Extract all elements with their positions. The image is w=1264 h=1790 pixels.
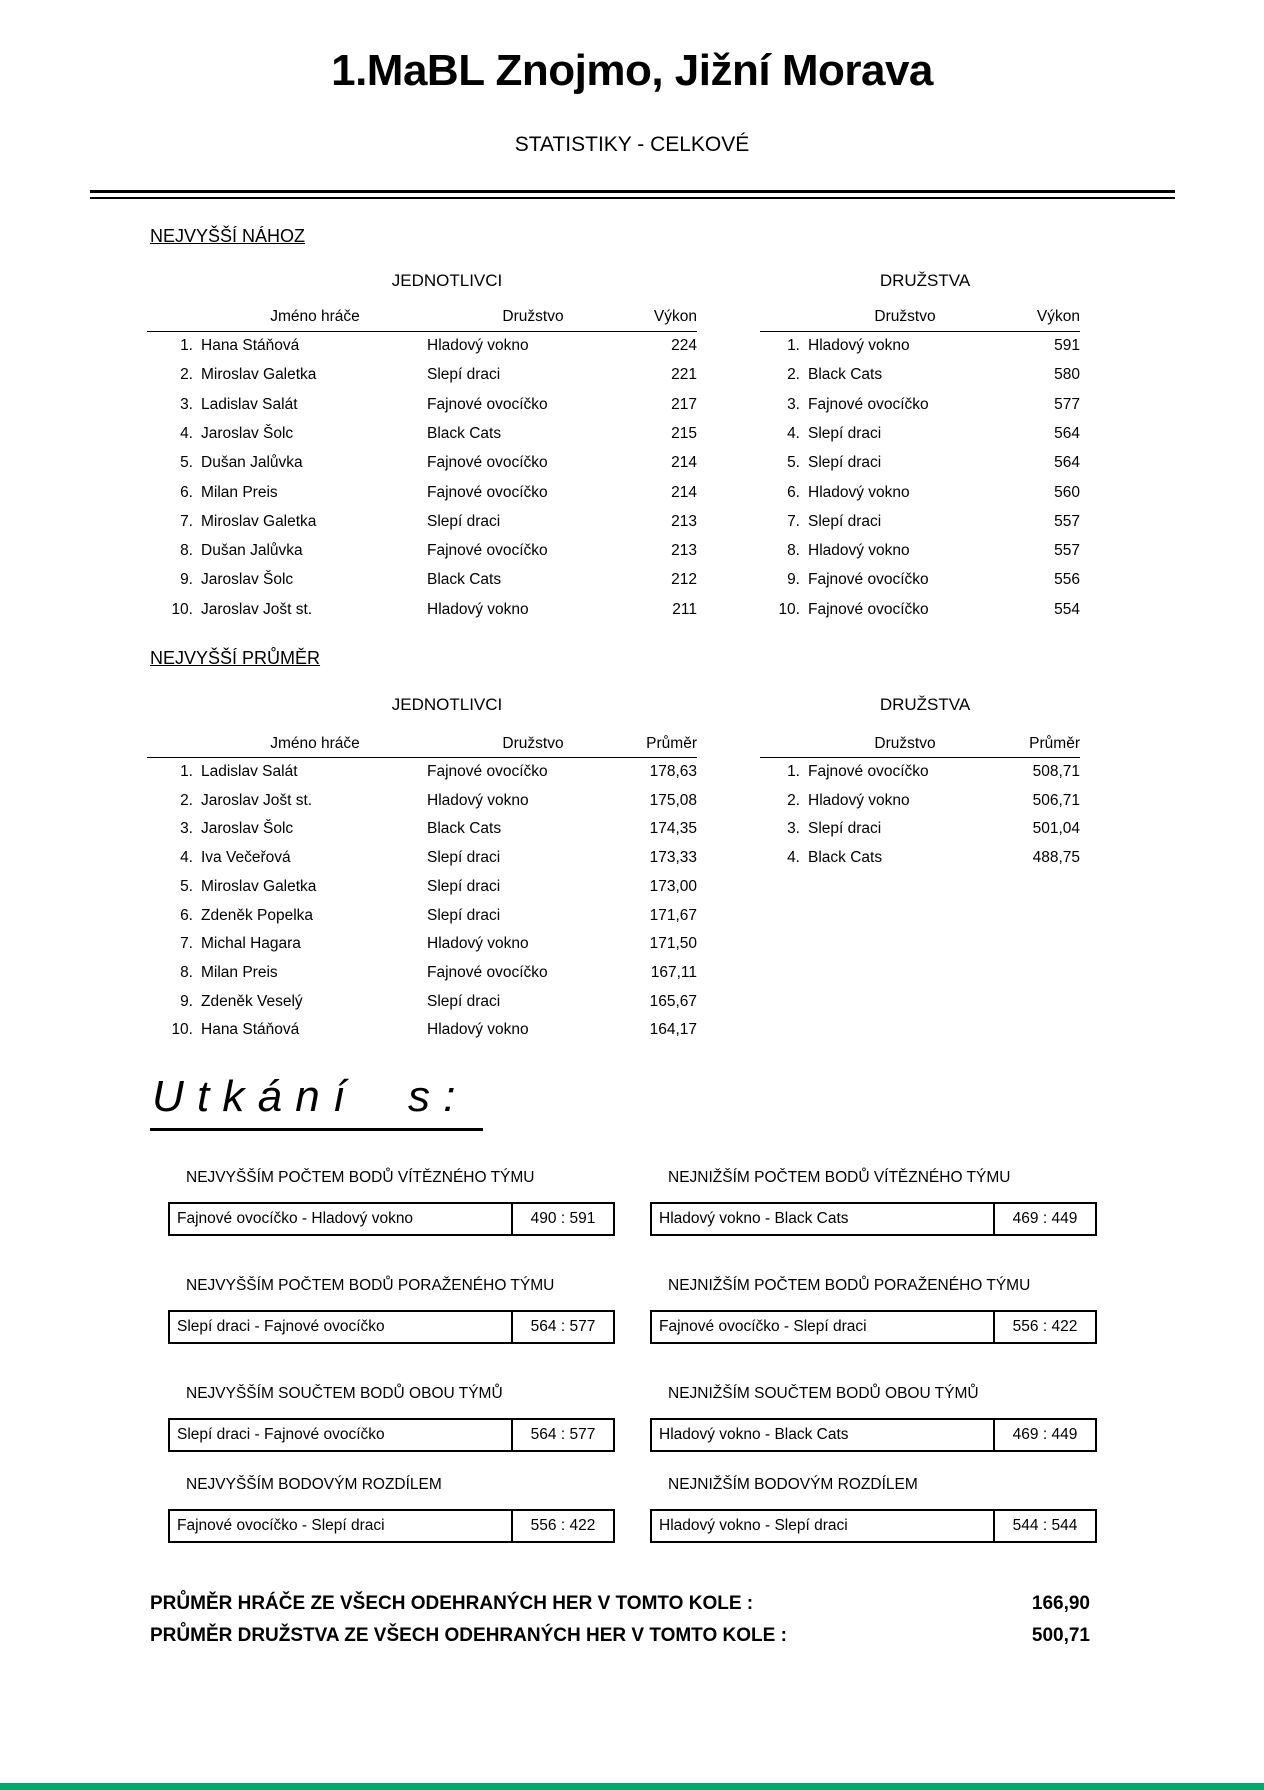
row-player-name: Miroslav Galetka [201, 513, 317, 530]
match-teams: Fajnové ovocíčko - Slepí draci [177, 1517, 385, 1534]
match-stat-box [168, 1202, 615, 1236]
match-stat-label: NEJNIŽŠÍM POČTEM BODŮ PORAŽENÉHO TÝMU [668, 1277, 1031, 1294]
table-row [760, 820, 1080, 842]
row-value: 164,17 [649, 1021, 697, 1038]
table-row [760, 513, 1080, 535]
row-value: 214 [671, 484, 697, 501]
match-stat-label: NEJVYŠŠÍM BODOVÝM ROZDÍLEM [186, 1476, 442, 1493]
table-row [147, 601, 697, 623]
row-rank: 2. [180, 366, 193, 383]
row-team-name: Fajnové ovocíčko [808, 601, 929, 618]
match-score: 469 : 449 [993, 1420, 1095, 1450]
column-header-team: Družstvo [874, 308, 936, 325]
summary-value: 166,90 [1031, 1593, 1090, 1614]
column-header-value: Průměr [1029, 735, 1080, 752]
table-row [147, 878, 697, 900]
row-player-name: Milan Preis [201, 964, 278, 981]
row-rank: 7. [787, 513, 800, 530]
row-player-name: Zdeněk Popelka [201, 907, 314, 924]
row-player-name: Jaroslav Šolc [201, 820, 294, 837]
row-team-name: Black Cats [427, 425, 502, 442]
summary-row [0, 1593, 1264, 1617]
section-heading-highest-average: NEJVYŠŠÍ PRŮMĚR [150, 648, 321, 668]
row-value: 214 [671, 454, 697, 471]
match-score: 564 : 577 [511, 1420, 613, 1450]
row-team-name: Fajnové ovocíčko [427, 454, 548, 471]
row-rank: 3. [787, 820, 800, 837]
row-team-name: Black Cats [808, 849, 883, 866]
row-player-name: Jaroslav Jošt st. [201, 601, 313, 618]
row-player-name: Jaroslav Šolc [201, 571, 294, 588]
table-title-individuals: JEDNOTLIVCI [391, 271, 503, 290]
row-team-name: Black Cats [427, 820, 502, 837]
table-row [760, 396, 1080, 418]
row-rank: 2. [787, 792, 800, 809]
row-team-name: Slepí draci [427, 993, 501, 1010]
table-row [760, 792, 1080, 814]
match-stat-label: NEJVYŠŠÍM POČTEM BODŮ PORAŽENÉHO TÝMU [186, 1277, 555, 1294]
table-row [760, 337, 1080, 359]
row-player-name: Hana Stáňová [201, 1021, 300, 1038]
row-value: 488,75 [1032, 849, 1080, 866]
row-value: 501,04 [1032, 820, 1080, 837]
row-rank: 10. [778, 601, 800, 618]
table-row [147, 1021, 697, 1043]
section-heading-highest-throw: NEJVYŠŠÍ NÁHOZ [150, 226, 306, 246]
table-row [147, 935, 697, 957]
row-team-name: Fajnové ovocíčko [427, 964, 548, 981]
row-value: 564 [1054, 425, 1080, 442]
row-rank: 7. [180, 513, 193, 530]
table-row [147, 849, 697, 871]
row-value: 224 [671, 337, 697, 354]
row-rank: 8. [180, 542, 193, 559]
row-value: 221 [671, 366, 697, 383]
row-team-name: Hladový vokno [808, 337, 910, 354]
row-rank: 3. [180, 820, 193, 837]
row-rank: 6. [180, 484, 193, 501]
row-value: 213 [671, 542, 697, 559]
summary-label: PRŮMĚR DRUŽSTVA ZE VŠECH ODEHRANÝCH HER V TOMTO KOLE : [150, 1625, 787, 1646]
row-value: 580 [1054, 366, 1080, 383]
table-row [760, 454, 1080, 476]
match-score: 490 : 591 [511, 1204, 613, 1234]
row-team-name: Slepí draci [808, 425, 882, 442]
row-team-name: Fajnové ovocíčko [808, 396, 929, 413]
table-row [147, 484, 697, 506]
match-stat-box [650, 1418, 1097, 1452]
row-team-name: Hladový vokno [427, 935, 529, 952]
table-row [760, 571, 1080, 593]
row-team-name: Slepí draci [808, 513, 882, 530]
row-rank: 10. [171, 1021, 193, 1038]
column-header-value: Výkon [1036, 308, 1080, 325]
row-player-name: Miroslav Galetka [201, 878, 317, 895]
table-row [147, 763, 697, 785]
row-value: 167,11 [650, 964, 697, 981]
table-row [147, 792, 697, 814]
row-player-name: Jaroslav Jošt st. [201, 792, 313, 809]
column-header-team: Družstvo [502, 308, 564, 325]
row-rank: 9. [180, 571, 193, 588]
row-rank: 6. [787, 484, 800, 501]
row-rank: 4. [787, 849, 800, 866]
match-stat-box [168, 1310, 615, 1344]
match-teams: Slepí draci - Fajnové ovocíčko [177, 1426, 385, 1443]
table-row [147, 571, 697, 593]
row-value: 557 [1054, 513, 1080, 530]
row-team-name: Slepí draci [808, 454, 882, 471]
row-rank: 2. [180, 792, 193, 809]
column-header-value: Průměr [646, 735, 697, 752]
row-rank: 3. [180, 396, 193, 413]
match-teams: Hladový vokno - Slepí draci [659, 1517, 848, 1534]
row-rank: 8. [787, 542, 800, 559]
row-value: 173,33 [649, 849, 697, 866]
match-stat-label: NEJNIŽŠÍM SOUČTEM BODŮ OBOU TÝMŮ [668, 1385, 979, 1402]
row-rank: 1. [180, 337, 193, 354]
row-value: 560 [1054, 484, 1080, 501]
row-player-name: Jaroslav Šolc [201, 425, 294, 442]
table-row [147, 396, 697, 418]
table-header-row [147, 308, 697, 330]
row-team-name: Fajnové ovocíčko [427, 484, 548, 501]
match-teams: Hladový vokno - Black Cats [659, 1426, 849, 1443]
table-row [147, 454, 697, 476]
row-player-name: Dušan Jalůvka [201, 542, 303, 559]
table-row [147, 542, 697, 564]
row-rank: 4. [180, 425, 193, 442]
row-rank: 2. [787, 366, 800, 383]
table-row [760, 366, 1080, 388]
summary-row [0, 1625, 1264, 1649]
row-value: 556 [1054, 571, 1080, 588]
table-row [147, 366, 697, 388]
match-score: 564 : 577 [511, 1312, 613, 1342]
row-value: 215 [671, 425, 697, 442]
table-row [147, 337, 697, 359]
row-team-name: Hladový vokno [808, 542, 910, 559]
match-stat-box [650, 1310, 1097, 1344]
row-value: 508,71 [1032, 763, 1080, 780]
match-score: 469 : 449 [993, 1204, 1095, 1234]
summary-label: PRŮMĚR HRÁČE ZE VŠECH ODEHRANÝCH HER V TOMTO KOLE : [150, 1593, 754, 1614]
table-row [760, 542, 1080, 564]
summary-value: 500,71 [1031, 1625, 1090, 1646]
table-header-underline [147, 757, 697, 758]
row-value: 212 [671, 571, 697, 588]
row-value: 577 [1054, 396, 1080, 413]
page-title: 1.MaBL Znojmo, Jižní Morava [331, 46, 933, 95]
column-header-player-name: Jméno hráče [270, 735, 360, 752]
row-player-name: Ladislav Salát [201, 396, 298, 413]
match-stat-box [168, 1418, 615, 1452]
row-team-name: Slepí draci [427, 366, 501, 383]
table-header-underline [760, 331, 1080, 332]
row-value: 217 [671, 396, 697, 413]
table-header-row [760, 308, 1080, 330]
row-team-name: Slepí draci [808, 820, 882, 837]
row-value: 171,50 [649, 935, 697, 952]
row-rank: 9. [180, 993, 193, 1010]
row-team-name: Fajnové ovocíčko [808, 571, 929, 588]
table-row [147, 820, 697, 842]
row-rank: 5. [180, 878, 193, 895]
row-rank: 8. [180, 964, 193, 981]
row-value: 171,67 [649, 907, 697, 924]
row-team-name: Slepí draci [427, 907, 501, 924]
table-row [760, 425, 1080, 447]
row-value: 211 [672, 601, 697, 618]
row-rank: 5. [180, 454, 193, 471]
column-header-team: Družstvo [502, 735, 564, 752]
table-row [147, 425, 697, 447]
match-teams: Fajnové ovocíčko - Hladový vokno [177, 1210, 414, 1227]
row-value: 175,08 [649, 792, 697, 809]
match-stat-label: NEJNIŽŠÍM BODOVÝM ROZDÍLEM [668, 1476, 918, 1493]
match-score: 544 : 544 [993, 1511, 1095, 1541]
row-team-name: Slepí draci [427, 849, 501, 866]
row-value: 165,67 [649, 993, 697, 1010]
row-value: 213 [671, 513, 697, 530]
row-rank: 3. [787, 396, 800, 413]
row-value: 178,63 [649, 763, 697, 780]
table-row [760, 484, 1080, 506]
row-rank: 1. [180, 763, 193, 780]
row-value: 174,35 [649, 820, 697, 837]
match-score: 556 : 422 [511, 1511, 613, 1541]
row-value: 173,00 [649, 878, 697, 895]
row-team-name: Hladový vokno [427, 1021, 529, 1038]
row-player-name: Miroslav Galetka [201, 366, 317, 383]
match-stat-box [650, 1202, 1097, 1236]
row-player-name: Hana Stáňová [201, 337, 300, 354]
row-player-name: Dušan Jalůvka [201, 454, 303, 471]
page-subtitle: STATISTIKY - CELKOVÉ [514, 133, 750, 156]
table-title-individuals: JEDNOTLIVCI [391, 695, 503, 714]
row-team-name: Slepí draci [427, 878, 501, 895]
row-rank: 1. [787, 337, 800, 354]
table-header-row [147, 735, 697, 757]
match-teams: Fajnové ovocíčko - Slepí draci [659, 1318, 867, 1335]
row-player-name: Iva Večeřová [201, 849, 291, 866]
row-team-name: Hladový vokno [427, 601, 529, 618]
table-header-underline [147, 331, 697, 332]
row-player-name: Milan Preis [201, 484, 278, 501]
row-rank: 9. [787, 571, 800, 588]
row-rank: 5. [787, 454, 800, 471]
row-team-name: Fajnové ovocíčko [427, 763, 548, 780]
table-header-underline [760, 757, 1080, 758]
header-divider-rule [90, 190, 1175, 199]
row-player-name: Michal Hagara [201, 935, 301, 952]
row-team-name: Fajnové ovocíčko [427, 396, 548, 413]
table-title-teams: DRUŽSTVA [879, 695, 971, 714]
row-team-name: Hladový vokno [808, 792, 910, 809]
table-row [147, 907, 697, 929]
section-heading-matches-with: Utkání s: [150, 1072, 483, 1131]
row-team-name: Slepí draci [427, 513, 501, 530]
table-header-row [760, 735, 1080, 757]
row-team-name: Fajnové ovocíčko [808, 763, 929, 780]
match-stat-label: NEJNIŽŠÍM POČTEM BODŮ VÍTĚZNÉHO TÝMU [668, 1169, 1011, 1186]
row-value: 554 [1054, 601, 1080, 618]
match-stat-box [168, 1509, 615, 1543]
table-title-teams: DRUŽSTVA [879, 271, 971, 290]
table-row [760, 849, 1080, 871]
table-row [760, 763, 1080, 785]
match-stat-box [650, 1509, 1097, 1543]
row-player-name: Zdeněk Veselý [201, 993, 303, 1010]
row-rank: 1. [787, 763, 800, 780]
match-stat-label: NEJVYŠŠÍM POČTEM BODŮ VÍTĚZNÉHO TÝMU [186, 1169, 535, 1186]
row-rank: 10. [171, 601, 193, 618]
column-header-team: Družstvo [874, 735, 936, 752]
match-score: 556 : 422 [993, 1312, 1095, 1342]
table-row [147, 964, 697, 986]
row-team-name: Hladový vokno [808, 484, 910, 501]
row-rank: 7. [180, 935, 193, 952]
row-rank: 6. [180, 907, 193, 924]
row-value: 564 [1054, 454, 1080, 471]
footer-strip [0, 1783, 1264, 1790]
row-value: 506,71 [1032, 792, 1080, 809]
row-rank: 4. [180, 849, 193, 866]
row-team-name: Hladový vokno [427, 337, 529, 354]
row-team-name: Fajnové ovocíčko [427, 542, 548, 559]
match-teams: Hladový vokno - Black Cats [659, 1210, 849, 1227]
column-header-player-name: Jméno hráče [270, 308, 360, 325]
row-team-name: Hladový vokno [427, 792, 529, 809]
row-player-name: Ladislav Salát [201, 763, 298, 780]
match-stat-label: NEJVYŠŠÍM SOUČTEM BODŮ OBOU TÝMŮ [186, 1385, 503, 1402]
row-team-name: Black Cats [808, 366, 883, 383]
row-value: 557 [1054, 542, 1080, 559]
row-team-name: Black Cats [427, 571, 502, 588]
table-row [760, 601, 1080, 623]
table-row [147, 513, 697, 535]
column-header-value: Výkon [653, 308, 697, 325]
match-teams: Slepí draci - Fajnové ovocíčko [177, 1318, 385, 1335]
row-value: 591 [1054, 337, 1080, 354]
row-rank: 4. [787, 425, 800, 442]
table-row [147, 993, 697, 1015]
